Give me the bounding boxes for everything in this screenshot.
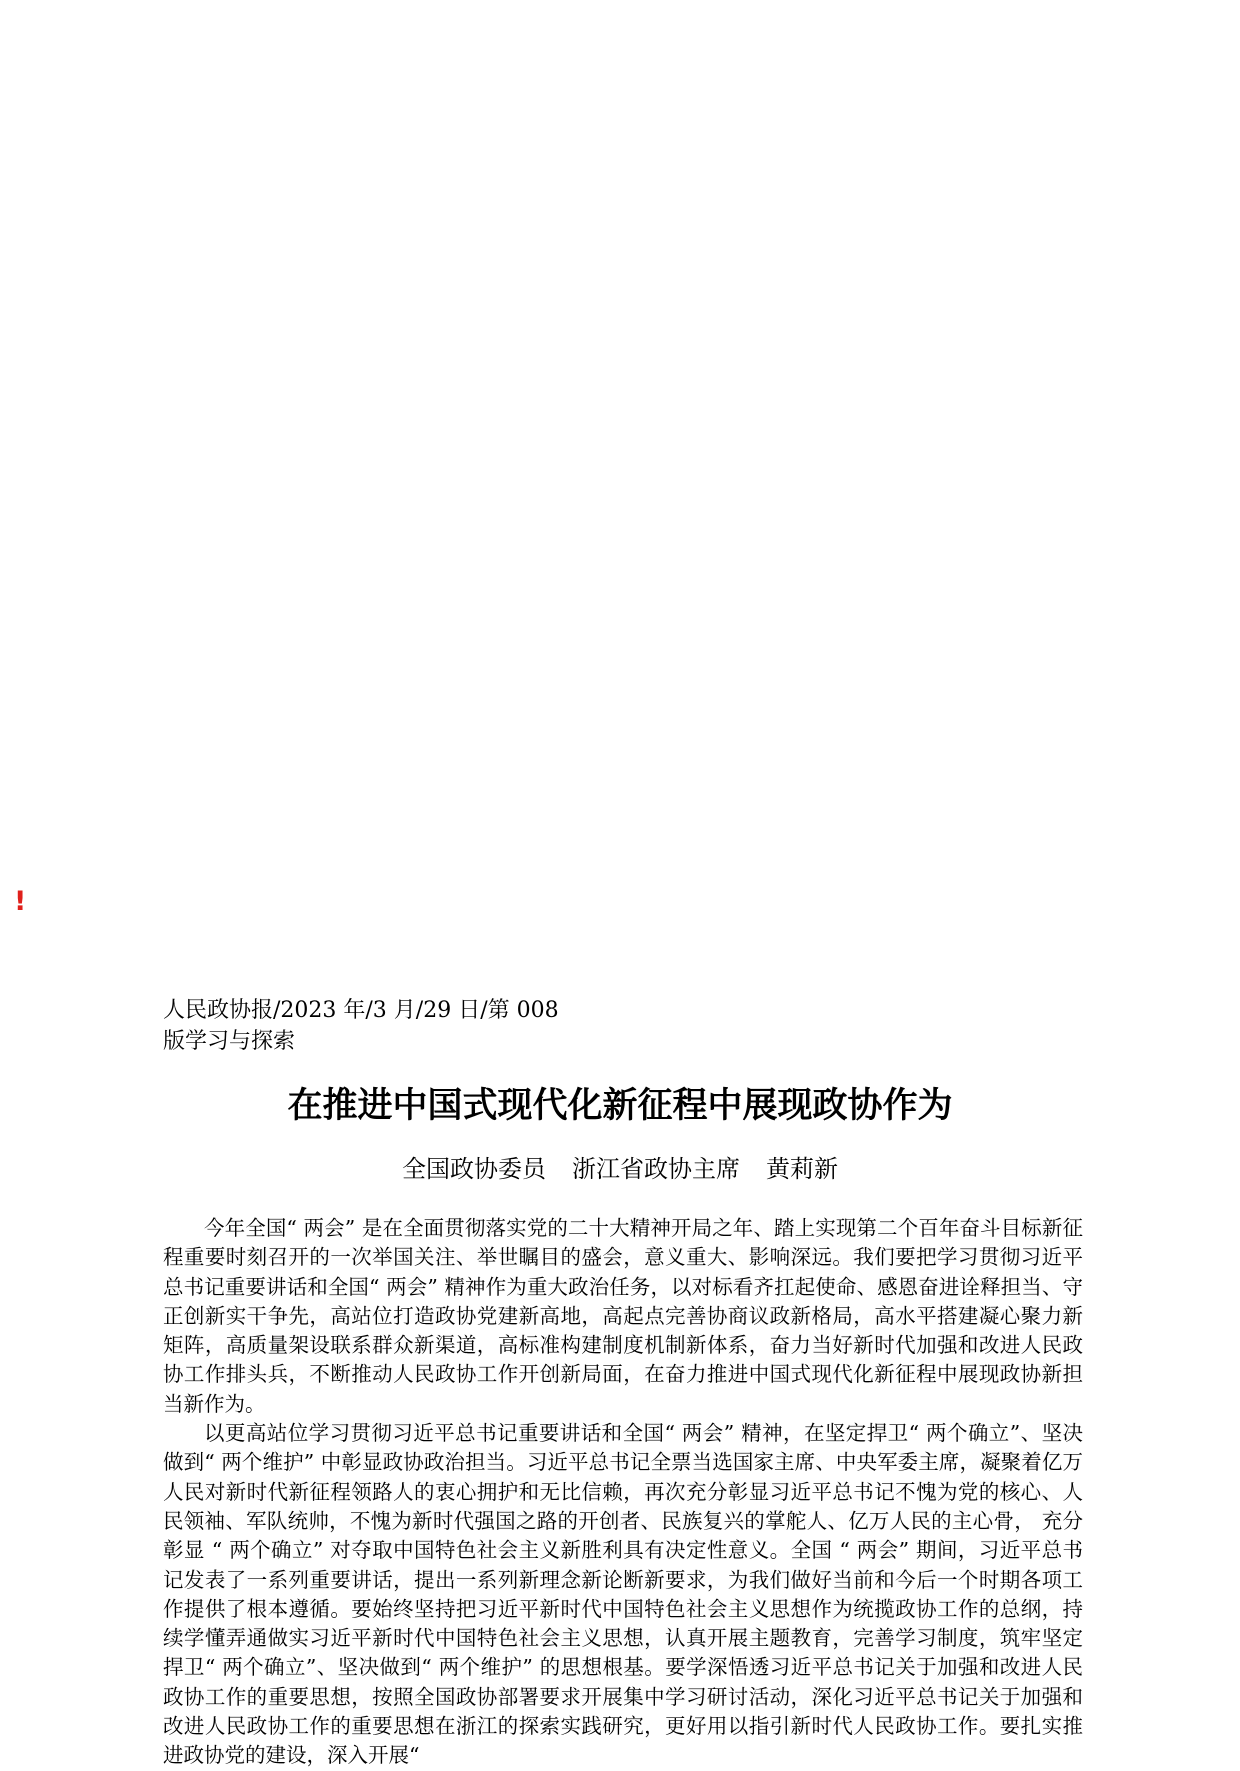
author-byline	[0, 1152, 1240, 1186]
source-citation	[163, 995, 583, 1057]
author-name: 黄莉新	[766, 1155, 838, 1183]
paragraph-1: 今年全国“ 两会” 是在全面贯彻落实党的二十大精神开局之年、踏上实现第二个百年奋斗目标新征程重要时刻召开的一次举国关注、举世瞩目的盛会，意义重大、影响深远。我们要把学习贯彻习近平总书记重要讲话和全国“ 两会” 精神作为重大政治任务，以对标看齐扛起使命、感恩奋进诠释担当、守正创新实干争先，高站位打造政协党建新高地，高起点完善协商议政新格局，高水平搭建凝心聚力新矩阵，高质量架设联系群众新渠道，高标准构建制度机制新体系，奋力当好新时代加强和改进人民政协工作排头兵，不断推动人民政协工作开创新局面，在奋力推进中国式现代化新征程中展现政协新担当新作为。	[163, 1216, 1083, 1416]
red-exclamation-mark: !	[14, 886, 27, 917]
source-line-1: 人民政协报/2023 年/3 月/29 日/第 008	[163, 998, 559, 1023]
author-role-1: 全国政协委员	[402, 1155, 546, 1183]
source-line-2: 版学习与探索	[163, 1029, 296, 1054]
author-role-2: 浙江省政协主席	[572, 1155, 740, 1183]
article-title: 在推进中国式现代化新征程中展现政协作为	[287, 1086, 953, 1126]
paragraph-2: 以更高站位学习贯彻习近平总书记重要讲话和全国“ 两会” 精神，在坚定捍卫“ 两个确立”、坚决做到“ 两个维护” 中彰显政协政治担当。习近平总书记全票当选国家主席、中央军委主席，凝聚着亿万人民对新时代新征程领路人的衷心拥护和无比信赖，再次充分彰显习近平总书记不愧为党的核心、人民领袖、军队统帅，不愧为新时代强国之路的开创者、民族复兴的掌舵人、亿万人民的主心骨， 充分彰显 “ 两个确立” 对夺取中国特色社会主义新胜利具有决定性意义。全国 “ 两会” 期间，习近平总书记发表了一系列重要讲话，提出一系列新理念新论断新要求，为我们做好当前和今后一个时期各项工作提供了根本遵循。要始终坚持把习近平新时代中国特色社会主义思想作为统揽政协工作的总纲，持续学懂弄通做实习近平新时代中国特色社会主义思想，认真开展主题教育，完善学习制度，筑牢坚定捍卫“ 两个确立”、坚决做到“ 两个维护” 的思想根基。要学深悟透习近平总书记关于加强和改进人民政协工作的重要思想，按照全国政协部署要求开展集中学习研讨活动，深化习近平总书记关于加强和改进人民政协工作的重要思想在浙江的探索实践研究，更好用以指引新时代人民政协工作。要扎实推进政协党的建设，深入开展“	[163, 1421, 1083, 1768]
article-body	[163, 1214, 1083, 1771]
